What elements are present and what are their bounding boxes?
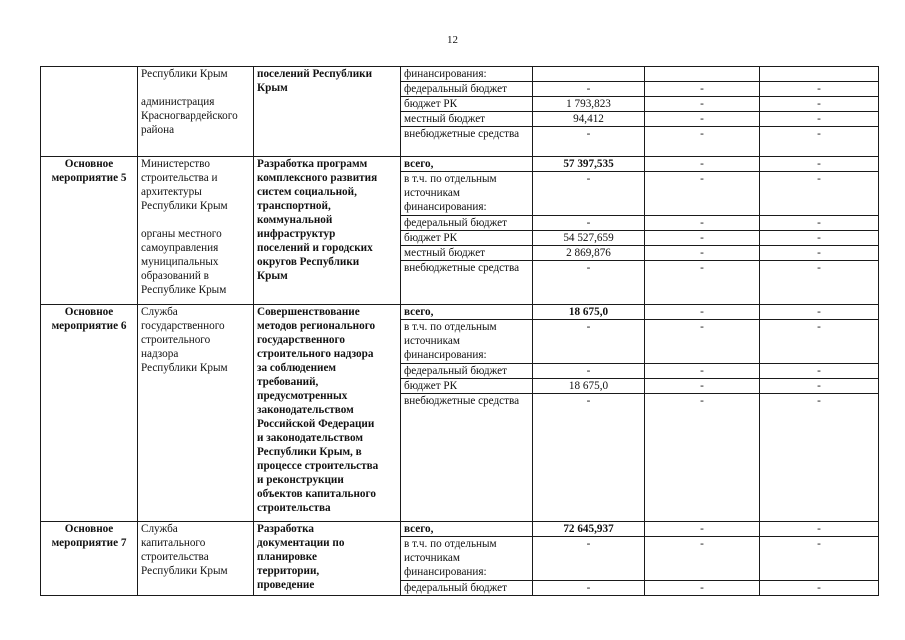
- executor-line: муниципальных: [141, 256, 219, 268]
- funding-year3: -: [760, 394, 879, 522]
- description-line: процессе строительства: [257, 460, 379, 472]
- description-line: транспортной,: [257, 200, 331, 212]
- funding-year2: -: [645, 157, 760, 172]
- executor-line: органы местного: [141, 228, 222, 240]
- description-line: поселений и городских: [257, 242, 373, 254]
- executor-line: самоуправления: [141, 242, 219, 254]
- funding-year3: -: [760, 364, 879, 379]
- funding-total: 54 527,659: [533, 231, 645, 246]
- funding-year2: -: [645, 216, 760, 231]
- table-row: [41, 522, 879, 537]
- description-line: Крым: [257, 270, 288, 282]
- executor-line: строительства: [141, 551, 209, 563]
- measure-name-cell: Основное мероприятие 6: [41, 305, 138, 522]
- funding-source: внебюджетные средства: [401, 394, 533, 522]
- funding-total: 2 869,876: [533, 246, 645, 261]
- description-line: требований,: [257, 376, 319, 388]
- funding-year2: -: [645, 231, 760, 246]
- executor-line: надзора: [141, 348, 179, 360]
- description-line: поселений Республики: [257, 68, 373, 80]
- funding-year2: -: [645, 305, 760, 320]
- funding-year2: -: [645, 537, 760, 581]
- description-line: предусмотренных: [257, 390, 348, 402]
- description-line: инфраструктур: [257, 228, 336, 240]
- funding-source: всего,: [401, 522, 533, 537]
- measure-name-cell: Основное мероприятие 7: [41, 522, 138, 596]
- description-line: Разработка: [257, 523, 314, 535]
- funding-year2: -: [645, 379, 760, 394]
- funding-year3: -: [760, 172, 879, 216]
- funding-year3: -: [760, 112, 879, 127]
- funding-year3: -: [760, 82, 879, 97]
- description-line: проведение: [257, 579, 315, 591]
- executor-line: администрация: [141, 96, 215, 108]
- executor-line: Республики Крым: [141, 68, 228, 80]
- executor-line: Республики Крым: [141, 362, 228, 374]
- description-line: систем социальной,: [257, 186, 357, 198]
- funding-year3: -: [760, 305, 879, 320]
- funding-year3: -: [760, 261, 879, 305]
- funding-year2: -: [645, 522, 760, 537]
- description-cell: [254, 522, 401, 596]
- funding-source: бюджет РК: [401, 97, 533, 112]
- funding-source: бюджет РК: [401, 231, 533, 246]
- funding-year2: [645, 67, 760, 82]
- funding-total: 72 645,937: [533, 522, 645, 537]
- funding-source: федеральный бюджет: [401, 581, 533, 596]
- description-cell: [254, 305, 401, 522]
- funding-total: 57 397,535: [533, 157, 645, 172]
- description-line: планировке: [257, 551, 317, 563]
- funding-source: финансирования:: [401, 67, 533, 82]
- executor-line: Республики Крым: [141, 200, 228, 212]
- funding-year2: -: [645, 320, 760, 364]
- program-measures-table: [40, 66, 879, 596]
- funding-source: внебюджетные средства: [401, 261, 533, 305]
- funding-year2: -: [645, 394, 760, 522]
- funding-source: федеральный бюджет: [401, 364, 533, 379]
- funding-year3: -: [760, 320, 879, 364]
- measure-name-cell: [41, 67, 138, 157]
- executor-line: района: [141, 124, 175, 136]
- funding-total: -: [533, 394, 645, 522]
- funding-year2: -: [645, 112, 760, 127]
- funding-source: внебюджетные средства: [401, 127, 533, 157]
- funding-source: в т.ч. по отдельным источникам финансирования:: [401, 172, 533, 216]
- description-line: Республики Крым, в: [257, 446, 362, 458]
- funding-year3: -: [760, 379, 879, 394]
- funding-total: -: [533, 172, 645, 216]
- funding-year3: [760, 67, 879, 82]
- page-number: 12: [447, 34, 458, 46]
- description-line: и реконструкции: [257, 474, 344, 486]
- funding-total: [533, 67, 645, 82]
- funding-total: -: [533, 261, 645, 305]
- funding-total: 1 793,823: [533, 97, 645, 112]
- description-line: методов регионального: [257, 320, 376, 332]
- funding-year3: -: [760, 246, 879, 261]
- description-line: законодательством: [257, 404, 354, 416]
- funding-year2: -: [645, 364, 760, 379]
- description-line: и законодательством: [257, 432, 363, 444]
- description-line: Крым: [257, 82, 288, 94]
- funding-source: федеральный бюджет: [401, 82, 533, 97]
- funding-total: -: [533, 82, 645, 97]
- executor-line: строительного: [141, 334, 211, 346]
- funding-year3: -: [760, 231, 879, 246]
- funding-year2: -: [645, 82, 760, 97]
- description-line: коммунальной: [257, 214, 333, 226]
- funding-year2: -: [645, 127, 760, 157]
- funding-total: 94,412: [533, 112, 645, 127]
- funding-year2: -: [645, 261, 760, 305]
- description-line: округов Республики: [257, 256, 360, 268]
- executor-line: Республики Крым: [141, 565, 228, 577]
- funding-year2: -: [645, 246, 760, 261]
- executor-line: Министерство: [141, 158, 210, 170]
- executor-cell: [138, 67, 254, 157]
- funding-source: всего,: [401, 305, 533, 320]
- description-line: строительства: [257, 502, 331, 514]
- executor-cell: [138, 522, 254, 596]
- funding-source: местный бюджет: [401, 246, 533, 261]
- funding-total: -: [533, 216, 645, 231]
- description-line: Разработка программ: [257, 158, 368, 170]
- funding-year3: -: [760, 157, 879, 172]
- table-row: [41, 67, 879, 82]
- funding-source: всего,: [401, 157, 533, 172]
- funding-source: в т.ч. по отдельным источникам финансирования:: [401, 320, 533, 364]
- funding-source: местный бюджет: [401, 112, 533, 127]
- funding-year3: -: [760, 581, 879, 596]
- funding-year3: -: [760, 216, 879, 231]
- description-line: Совершенствование: [257, 306, 360, 318]
- funding-total: 18 675,0: [533, 305, 645, 320]
- funding-source: в т.ч. по отдельным источникам финансирования:: [401, 537, 533, 581]
- funding-year3: -: [760, 522, 879, 537]
- funding-year3: -: [760, 127, 879, 157]
- funding-year2: -: [645, 172, 760, 216]
- executor-cell: [138, 157, 254, 305]
- funding-year2: -: [645, 97, 760, 112]
- executor-line: капитального: [141, 537, 206, 549]
- measure-name-cell: Основное мероприятие 5: [41, 157, 138, 305]
- executor-line: государственного: [141, 320, 225, 332]
- table-row: [41, 305, 879, 320]
- description-cell: [254, 157, 401, 305]
- description-line: за соблюдением: [257, 362, 337, 374]
- funding-total: 18 675,0: [533, 379, 645, 394]
- executor-line: архитектуры: [141, 186, 202, 198]
- description-line: объектов капитального: [257, 488, 376, 500]
- description-cell: [254, 67, 401, 157]
- funding-source: бюджет РК: [401, 379, 533, 394]
- funding-year2: -: [645, 581, 760, 596]
- description-line: строительного надзора: [257, 348, 374, 360]
- description-line: Российской Федерации: [257, 418, 375, 430]
- funding-total: -: [533, 127, 645, 157]
- funding-total: -: [533, 320, 645, 364]
- funding-year3: -: [760, 537, 879, 581]
- table-row: [41, 157, 879, 172]
- executor-line: строительства и: [141, 172, 218, 184]
- description-line: документации по: [257, 537, 345, 549]
- executor-line: Служба: [141, 523, 178, 535]
- funding-year3: -: [760, 97, 879, 112]
- funding-total: -: [533, 581, 645, 596]
- description-line: государственного: [257, 334, 345, 346]
- description-line: территории,: [257, 565, 320, 577]
- executor-line: Республике Крым: [141, 284, 227, 296]
- executor-line: Служба: [141, 306, 178, 318]
- executor-line: Красногвардейского: [141, 110, 238, 122]
- funding-source: федеральный бюджет: [401, 216, 533, 231]
- executor-line: образований в: [141, 270, 209, 282]
- funding-total: -: [533, 364, 645, 379]
- funding-total: -: [533, 537, 645, 581]
- executor-cell: [138, 305, 254, 522]
- description-line: комплексного развития: [257, 172, 378, 184]
